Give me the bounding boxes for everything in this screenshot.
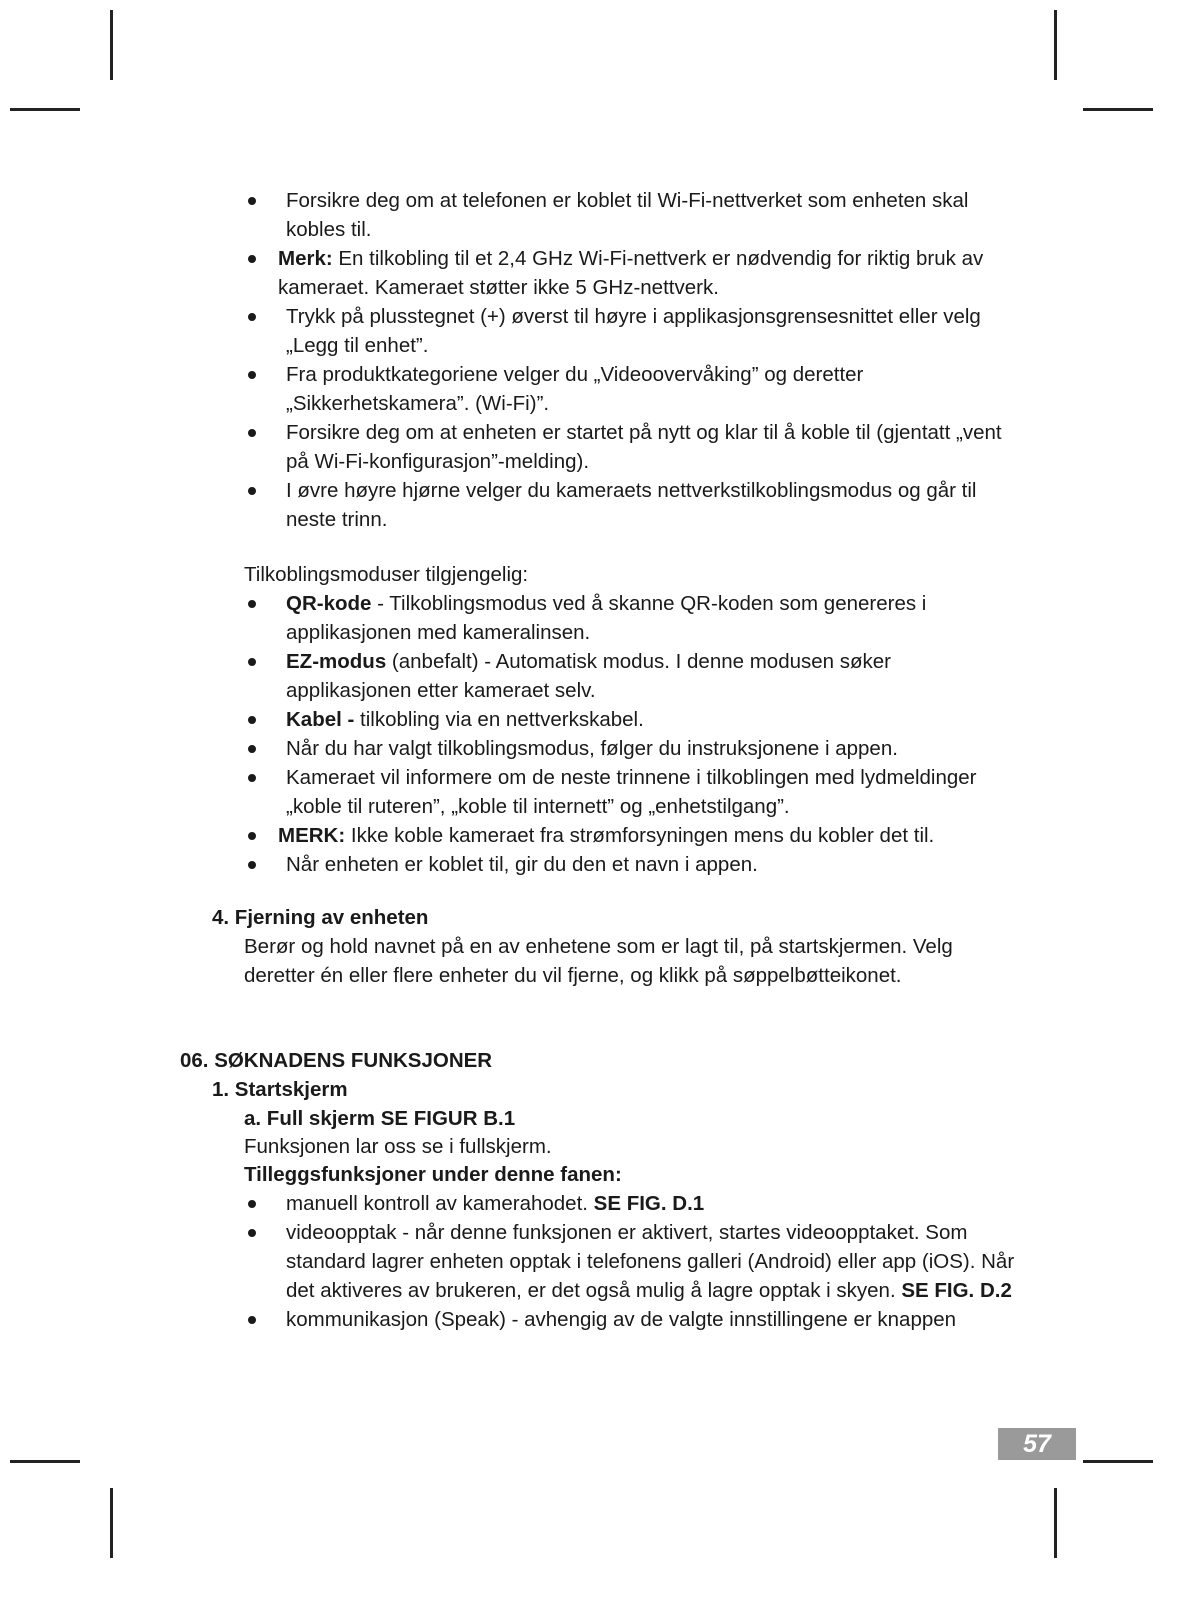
removal-title: 4. Fjerning av enheten <box>212 906 429 929</box>
list-item: Merk: En tilkobling til et 2,4 GHz Wi-Fi-nettverk er nødvendig for riktig bruk av kameraet. Kameraet støtter ikke 5 GHz-nettverk. <box>180 244 1020 302</box>
bullet-icon <box>248 745 256 753</box>
bullet-icon <box>248 429 256 437</box>
crop-mark-bottom-left-vertical <box>110 1488 113 1558</box>
bullet-icon <box>248 1200 256 1208</box>
list-item: QR-kode - Tilkoblingsmodus ved å skanne QR-koden som genereres i applikasjonen med kameralinsen. <box>180 589 1020 647</box>
bullet-icon <box>248 313 256 321</box>
bullet-icon <box>248 832 256 840</box>
bullet-icon <box>248 1229 256 1237</box>
list-item: Når du har valgt tilkoblingsmodus, følger du instruksjonene i appen. <box>180 734 1020 763</box>
list-item: I øvre høyre hjørne velger du kameraets nettverkstilkoblingsmodus og går til neste trinn. <box>180 476 1020 534</box>
bullet-icon <box>248 371 256 379</box>
list-item: EZ-modus (anbefalt) - Automatisk modus. I denne modusen søker applikasjonen etter kameraet selv. <box>180 647 1020 705</box>
subsection-title: 1. Startskjerm <box>212 1078 348 1101</box>
setup-bullet-list <box>180 186 1020 534</box>
list-item: Når enheten er koblet til, gir du den et navn i appen. <box>180 850 1020 879</box>
crop-mark-top-left-vertical <box>110 10 113 80</box>
bullet-icon <box>248 774 256 782</box>
modes-heading: Tilkoblingsmoduser tilgjengelig: <box>244 563 529 586</box>
list-item: videoopptak - når denne funksjonen er aktivert, startes videoopptaket. Som standard lagrer enheten opptak i telefonens galleri (Android) eller app (iOS). Når det aktiveres av brukeren, er det også mulig å lagre opptak i skyen. SE FIG. D.2 <box>180 1218 1020 1305</box>
list-item: kommunikasjon (Speak) - avhengig av de valgte innstillingene er knappen <box>180 1305 1020 1334</box>
bullet-icon <box>248 487 256 495</box>
bullet-icon <box>248 1316 256 1324</box>
extra-features-heading: Tilleggsfunksjoner under denne fanen: <box>244 1163 622 1186</box>
list-item: Trykk på plusstegnet (+) øverst til høyre i applikasjonsgrensesnittet eller velg „Legg til enhet”. <box>180 302 1020 360</box>
subsubsection-title: a. Full skjerm SE FIGUR B.1 <box>244 1107 516 1130</box>
feature-bullet-list <box>180 1189 1020 1334</box>
crop-mark-bottom-right-horizontal <box>1083 1460 1153 1463</box>
removal-body: Berør og hold navnet på en av enhetene som er lagt til, på startskjermen. Velg deretter én eller flere enheter du vil fjerne, og klikk på søppelbøtteikonet. <box>244 935 953 987</box>
list-item: Kabel - tilkobling via en nettverkskabel. <box>180 705 1020 734</box>
section-title: 06. SØKNADENS FUNKSJONER <box>180 1049 493 1072</box>
list-item: MERK: Ikke koble kameraet fra strømforsyningen mens du kobler det til. <box>180 821 1020 850</box>
list-item: Forsikre deg om at enheten er startet på nytt og klar til å koble til (gjentatt „vent på Wi-Fi-konfigurasjon”-melding). <box>180 418 1020 476</box>
modes-bullet-list <box>180 589 1020 879</box>
bullet-icon <box>248 197 256 205</box>
bullet-icon <box>248 658 256 666</box>
crop-mark-bottom-left-horizontal <box>10 1460 80 1463</box>
list-item: Forsikre deg om at telefonen er koblet til Wi-Fi-nettverket som enheten skal kobles til. <box>180 186 1020 244</box>
subsubsection-desc: Funksjonen lar oss se i fullskjerm. <box>244 1135 552 1158</box>
bullet-icon <box>248 255 256 263</box>
crop-mark-top-right-horizontal <box>1083 108 1153 111</box>
page-number: 57 <box>998 1428 1076 1460</box>
bullet-icon <box>248 716 256 724</box>
crop-mark-top-right-vertical <box>1054 10 1057 80</box>
list-item: manuell kontroll av kamerahodet. SE FIG. D.1 <box>180 1189 1020 1218</box>
crop-mark-bottom-right-vertical <box>1054 1488 1057 1558</box>
bullet-icon <box>248 600 256 608</box>
list-item: Kameraet vil informere om de neste trinnene i tilkoblingen med lydmeldinger „koble til ruteren”, „koble til internett” og „enhetstilgang”. <box>180 763 1020 821</box>
crop-mark-top-left-horizontal <box>10 108 80 111</box>
list-item: Fra produktkategoriene velger du „Videoovervåking” og deretter „Sikkerhetskamera”. (Wi-Fi)”. <box>180 360 1020 418</box>
bullet-icon <box>248 861 256 869</box>
